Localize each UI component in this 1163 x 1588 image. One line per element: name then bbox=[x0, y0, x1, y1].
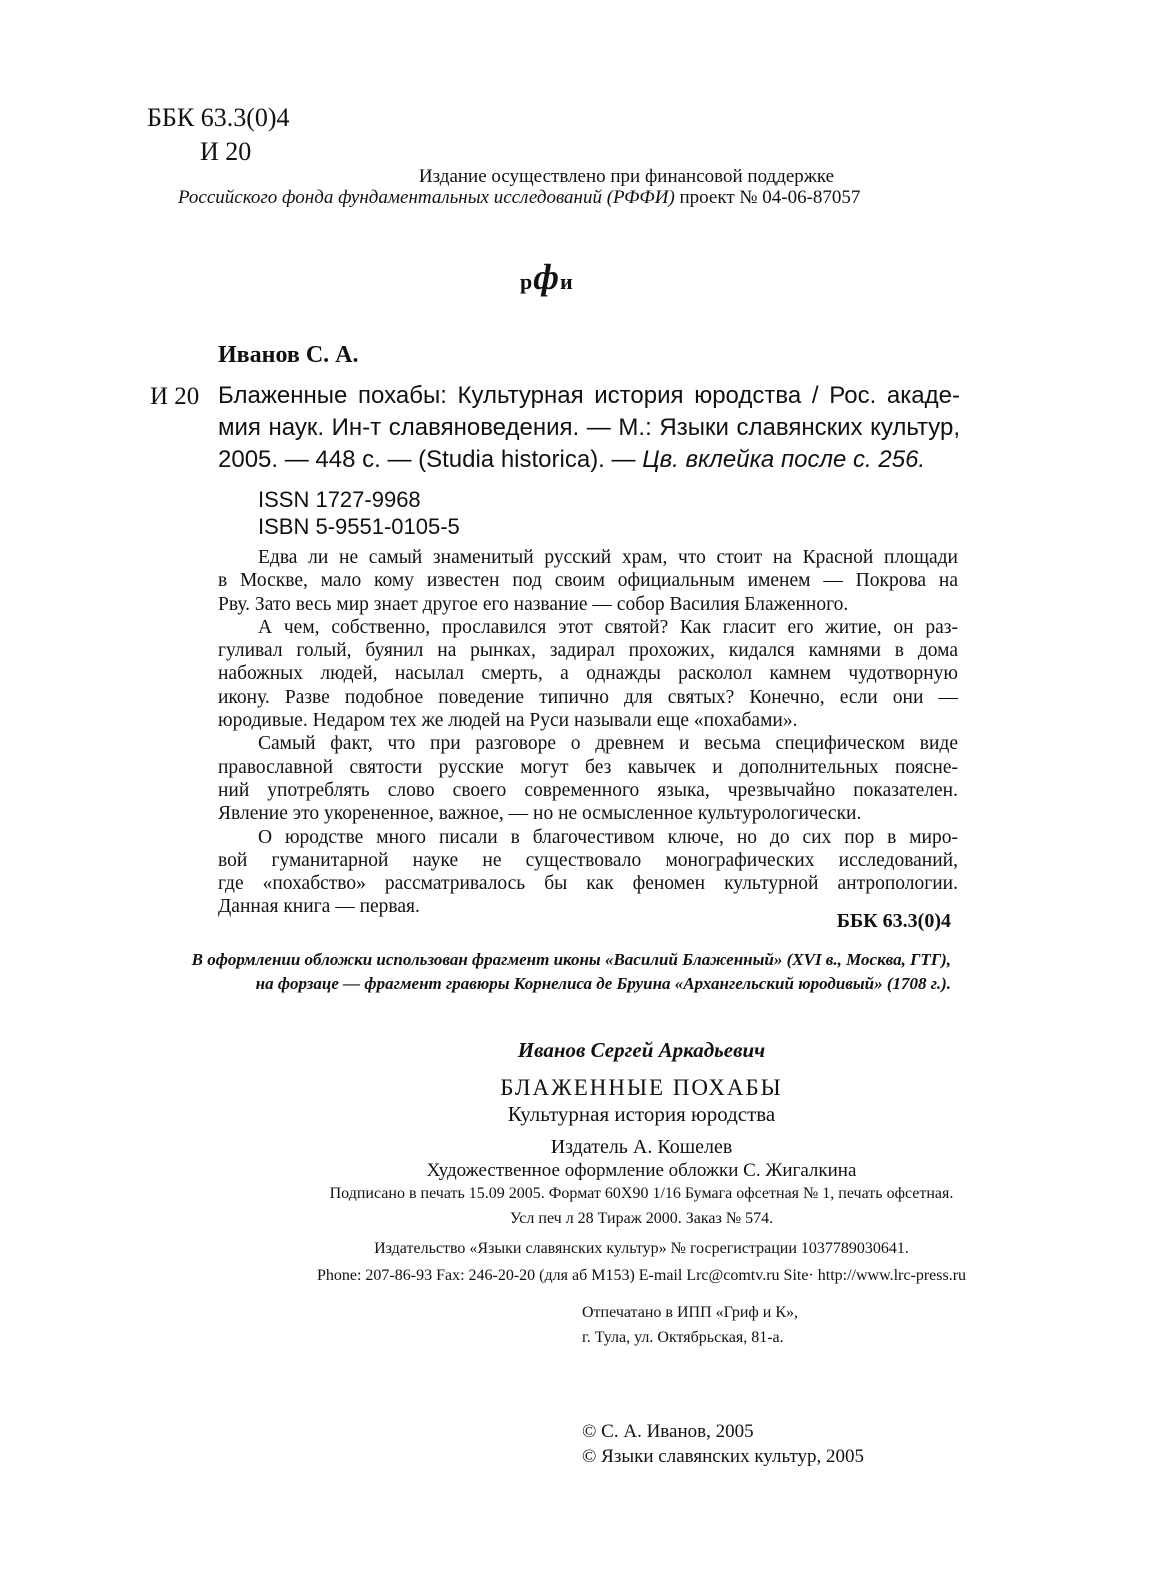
project-number: проект № 04-06-87057 bbox=[674, 187, 861, 208]
annotation-paragraph-1 bbox=[218, 546, 958, 616]
annotation-line: где «похабство» рассматривалось бы как феномен культурной антропологии. bbox=[218, 873, 958, 895]
annotation-line: О юродстве много писали в благочестивом ключе, но до сих пор в миро- bbox=[258, 826, 958, 848]
author-index-top: И 20 bbox=[200, 137, 252, 166]
annotation-line: Самый факт, что при разговоре о древнем и весьма специфическом виде bbox=[258, 733, 958, 755]
printer-line-2: г. Тула, ул. Октябрьская, 81-а. bbox=[582, 1329, 784, 1346]
annotation-line: в Москве, мало кому известен под своим официальным именем — Покрова на bbox=[218, 570, 958, 592]
colophon-subtitle: Культурная история юродства bbox=[507, 1102, 776, 1126]
rffi-name: Российского фонда фундаментальных исследований (РФФИ) bbox=[178, 187, 675, 208]
colophon-contacts: Phone: 207-86-93 Fax: 246-20-20 (для аб М153) E-mail Lrc@comtv.ru Site· http://www.lrc-press.ru bbox=[316, 1267, 967, 1284]
copyright-author: © С. А. Иванов, 2005 bbox=[582, 1421, 754, 1442]
annotation-line: А чем, собственно, прославился этот святой? Как гласит его житие, он раз- bbox=[258, 616, 958, 638]
colophon-cover-art: Художественное оформление обложки С. Жигалкина bbox=[426, 1160, 857, 1181]
colophon-print-run: Усл печ л 28 Тираж 2000. Заказ № 574. bbox=[509, 1210, 774, 1227]
annotation bbox=[218, 546, 958, 919]
issn: ISSN 1727-9968 bbox=[258, 487, 421, 512]
annotation-line: ний употреблять слово своего современного языка, чрезвычайно показателен. bbox=[218, 779, 958, 801]
rffi-logo bbox=[520, 256, 574, 298]
annotation-paragraph-4 bbox=[218, 826, 958, 919]
biblio-line: Блаженные похабы: Культурная история юродства / Рос. акаде- bbox=[218, 382, 960, 409]
annotation-paragraph-2 bbox=[218, 616, 958, 732]
logo-letter-r: р bbox=[520, 269, 534, 294]
biblio-line: мия наук. Ин-т славяноведения. — М.: Языки славянских культур, bbox=[218, 414, 960, 441]
annotation-line: юродивые. Недаром тех же людей на Руси называли еще «похабами». bbox=[218, 710, 798, 732]
colophon-print-specs: Подписано в печать 15.09 2005. Формат 60Х90 1/16 Бумага офсетная № 1, печать офсетная. bbox=[329, 1185, 954, 1202]
logo-letter-f: ф bbox=[533, 257, 561, 297]
annotation-paragraph-3 bbox=[218, 732, 958, 825]
biblio-line bbox=[218, 444, 960, 476]
copyright-publisher: © Языки славянских культур, 2005 bbox=[582, 1446, 864, 1467]
cover-note-line-2: на форзаце — фрагмент гравюры Корнелиса де Бруина «Архангельский юродивый» (1708 г.). bbox=[255, 974, 951, 993]
printer-line-1: Отпечатано в ИПП «Гриф и К», bbox=[582, 1304, 799, 1321]
biblio-inset-note: Цв. вклейка после с. 256. bbox=[642, 446, 926, 473]
annotation-line: Едва ли не самый знаменитый русский храм, что стоит на Красной площади bbox=[258, 547, 958, 568]
annotation-line: вой гуманитарной науке не существовало монографических исследований, bbox=[218, 849, 958, 871]
annotation-line: православной святости русские могут без кавычек и дополнительных пояснe- bbox=[218, 756, 958, 778]
colophon-publisher: Издатель А. Кошелев bbox=[550, 1136, 733, 1158]
bbk-code-top: ББК 63.3(0)4 bbox=[147, 103, 290, 132]
annotation-line: икону. Разве подобное поведение типично для святых? Конечно, если они — bbox=[218, 686, 958, 708]
biblio-line-3-plain: 2005. — 448 с. — (Studia historica). — bbox=[218, 446, 643, 473]
bbk-code-bottom: ББК 63.3(0)4 bbox=[836, 910, 951, 932]
support-line-1: Издание осуществлено при финансовой поддержке bbox=[418, 166, 835, 187]
logo-letter-i: и bbox=[560, 269, 574, 294]
annotation-line: Данная книга — первая. bbox=[218, 896, 420, 918]
support-line-2 bbox=[178, 187, 860, 209]
bibliographic-description bbox=[218, 380, 960, 476]
colophon-publishing-house: Издательство «Языки славянских культур» № госрегистрации 1037789030641. bbox=[374, 1240, 909, 1257]
annotation-line: гуливал голый, буянил на рынках, задирал прохожих, кидался камнями в дома bbox=[218, 640, 958, 662]
annotation-line: Рву. Зато весь мир знает другое его название — собор Василия Блаженного. bbox=[218, 593, 849, 615]
annotation-line: Явление это укорененное, важное, — но не осмысленное культурологически. bbox=[218, 803, 862, 825]
annotation-line: набожных людей, насылал смерть, а однажды расколол камнем чудотворную bbox=[218, 663, 958, 685]
colophon-title: БЛАЖЕННЫЕ ПОХАБЫ bbox=[500, 1075, 783, 1100]
cover-note-line-1: В оформлении обложки использован фрагмент иконы «Василий Блаженный» (XVI в., Москва, ГТГ), bbox=[191, 950, 951, 969]
colophon-author: Иванов Сергей Аркадьевич bbox=[517, 1038, 766, 1062]
record-index: И 20 bbox=[150, 383, 200, 410]
record-author: Иванов С. А. bbox=[218, 342, 359, 368]
isbn: ISBN 5-9551-0105-5 bbox=[258, 514, 460, 539]
